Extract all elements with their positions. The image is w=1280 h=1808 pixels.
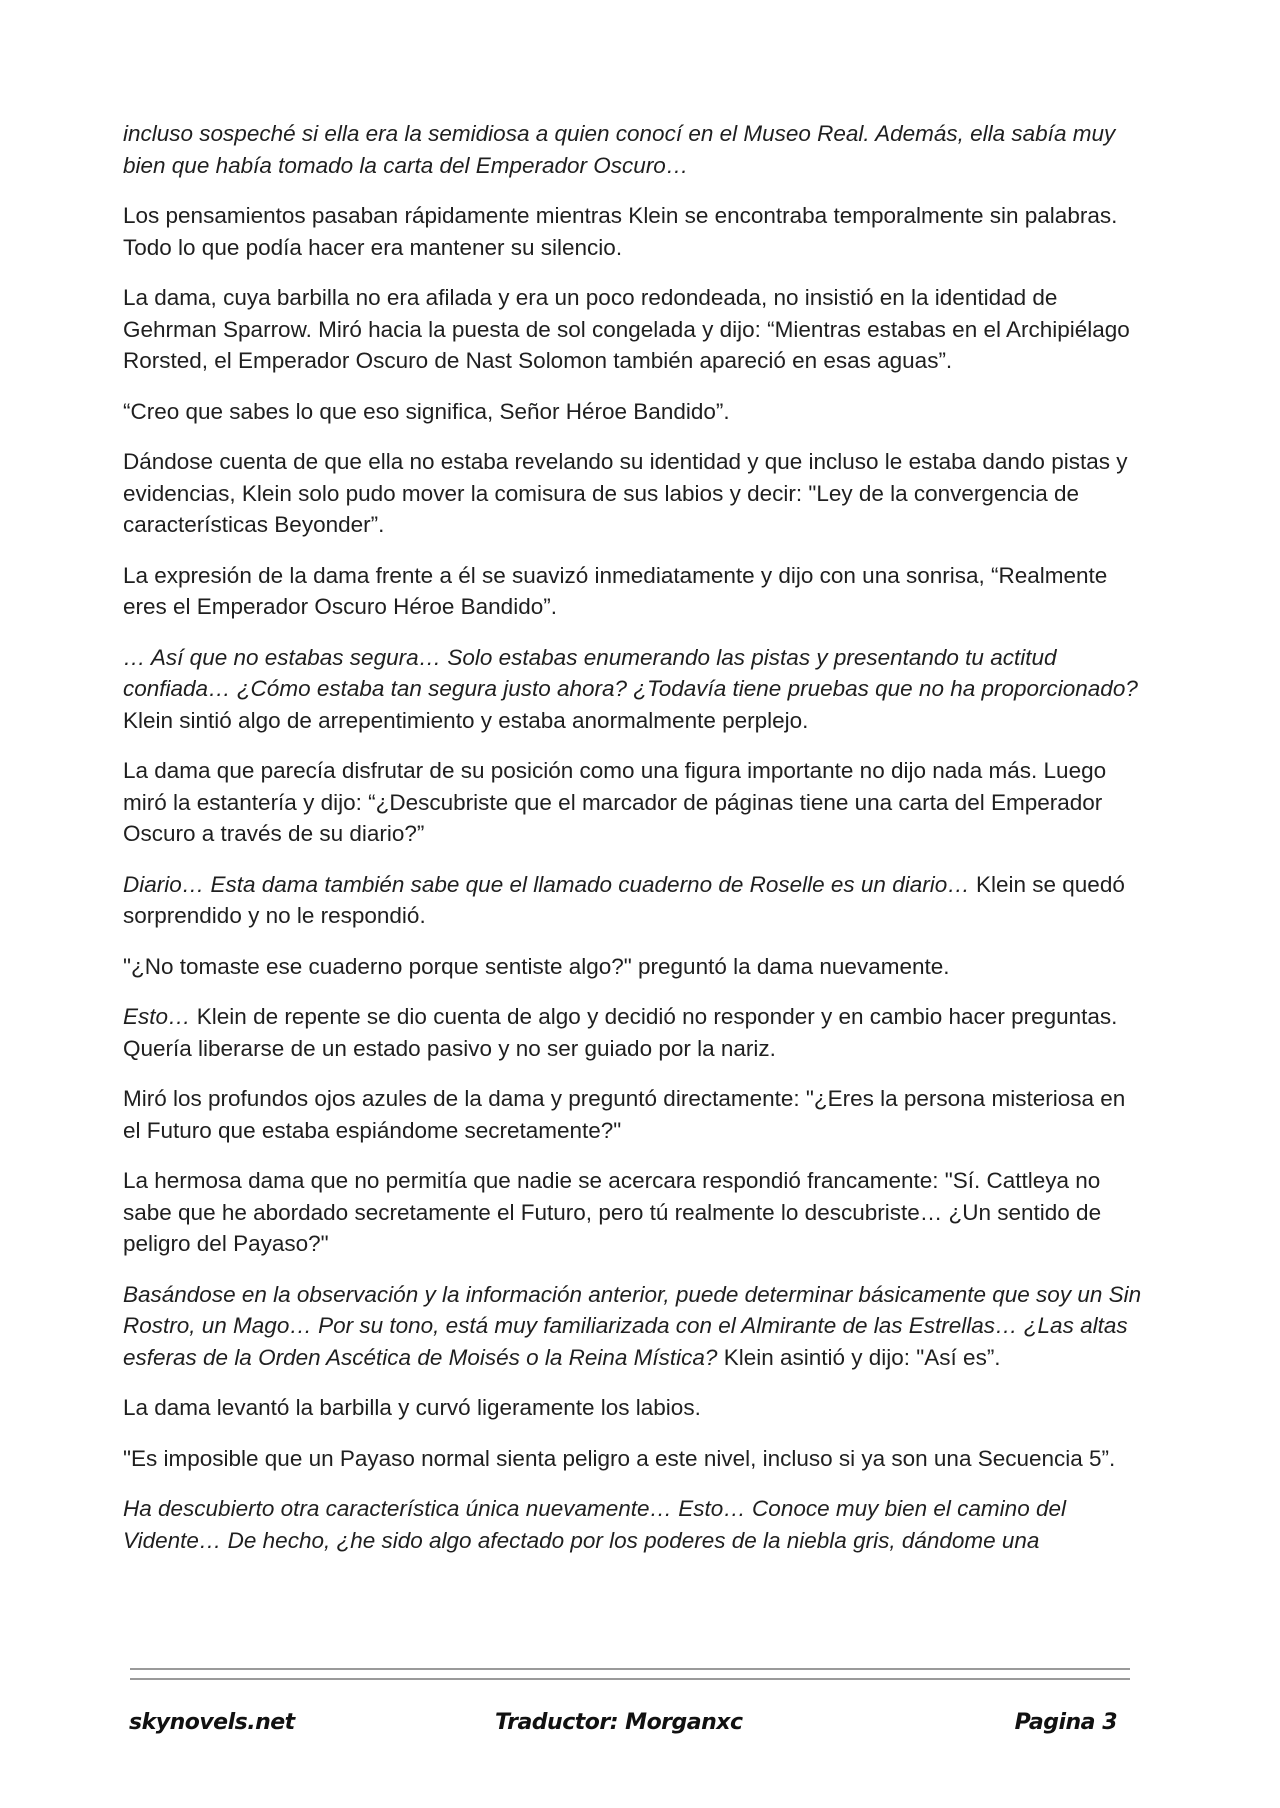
text: La hermosa dama que no permitía que nadie se acercara respondió francamente: "Sí. Cattleya no sabe que he abordado secretamente el Futuro, pero tú realmente lo descubriste… ¿Un sentido de peligro del Payaso?" (123, 1168, 1102, 1256)
paragraph (123, 1001, 1143, 1064)
paragraph (123, 1083, 1143, 1146)
italic-text: Ha descubierto otra característica única nuevamente… Esto… Conoce muy bien el camino del Vidente… De hecho, ¿he sido algo afectado por los poderes de la niebla gris, dándome una (123, 1496, 1066, 1553)
paragraph (123, 446, 1143, 541)
italic-text: incluso sospeché si ella era la semidiosa a quien conocí en el Museo Real. Además, ella sabía muy bien que había tomado la carta del Emperador Oscuro… (123, 121, 1116, 178)
text: La dama, cuya barbilla no era afilada y era un poco redondeada, no insistió en la identidad de Gehrman Sparrow. Miró hacia la puesta de sol congelada y dijo: “Mientras estabas en el Archipiélago Rorsted, el Emperador Oscuro de Nast Solomon también apareció en esas aguas”. (123, 285, 1130, 373)
text: “Creo que sabes lo que eso significa, Señor Héroe Bandido”. (123, 398, 730, 424)
text: Klein sintió algo de arrepentimiento y estaba anormalmente perplejo. (123, 707, 809, 733)
text: La expresión de la dama frente a él se suavizó inmediatamente y dijo con una sonrisa, “Realmente eres el Emperador Oscuro Héroe Bandido”. (123, 562, 1108, 619)
text: Klein de repente se dio cuenta de algo y decidió no responder y en cambio hacer preguntas. Quería liberarse de un estado pasivo y no ser guiado por la nariz. (123, 1004, 1118, 1061)
footer-site: skynovels.net (129, 1710, 295, 1735)
paragraph (123, 1443, 1143, 1475)
paragraph (123, 560, 1143, 623)
footer-translator: Traductor: Morganxc (495, 1710, 743, 1735)
paragraph (123, 1165, 1143, 1260)
paragraph (123, 282, 1143, 377)
italic-text: … Así que no estabas segura… Solo estabas enumerando las pistas y presentando tu actitud confiada… ¿Cómo estaba tan segura justo ahora? ¿Todavía tiene pruebas que no ha proporcionado? (123, 644, 1138, 701)
text: "Es imposible que un Payaso normal sienta peligro a este nivel, incluso si ya son una Secuencia 5”. (123, 1445, 1116, 1471)
italic-text: Esto… (123, 1004, 191, 1029)
paragraph (123, 1493, 1143, 1556)
footer-page-number: Pagina 3 (1014, 1710, 1117, 1735)
text: Los pensamientos pasaban rápidamente mientras Klein se encontraba temporalmente sin palabras. Todo lo que podía hacer era mantener su silencio. (123, 203, 1118, 260)
document-body (123, 118, 1143, 1575)
footer-rule-bottom (130, 1678, 1130, 1680)
text: La dama que parecía disfrutar de su posición como una figura importante no dijo nada más. Luego miró la estantería y dijo: “¿Descubriste que el marcador de páginas tiene una carta del Emperador Oscuro a través de su diario?” (123, 758, 1107, 846)
paragraph (123, 396, 1143, 428)
text: "¿No tomaste ese cuaderno porque sentiste algo?" preguntó la dama nuevamente. (123, 953, 950, 979)
paragraph (123, 755, 1143, 850)
paragraph (123, 118, 1143, 181)
text: Dándose cuenta de que ella no estaba revelando su identidad y que incluso le estaba dando pistas y evidencias, Klein solo pudo mover la comisura de sus labios y decir: "Ley de la convergencia de características Beyonder”. (123, 449, 1128, 537)
paragraph (123, 200, 1143, 263)
italic-text: Diario… Esta dama también sabe que el llamado cuaderno de Roselle es un diario… (123, 871, 970, 897)
footer-rule-top (130, 1668, 1130, 1670)
text: Miró los profundos ojos azules de la dama y preguntó directamente: "¿Eres la persona misteriosa en el Futuro que estaba espiándome secretamente?" (123, 1086, 1126, 1143)
text: Klein asintió y dijo: "Así es”. (717, 1344, 1001, 1370)
paragraph (123, 1392, 1143, 1424)
paragraph (123, 869, 1143, 932)
text: Klein se quedó sorprendido y no le respondió. (123, 871, 1125, 928)
paragraph (123, 642, 1143, 737)
paragraph (123, 951, 1143, 983)
italic-text: Basándose en la observación y la información anterior, puede determinar básicamente que soy un Sin Rostro, un Mago… Por su tono, está muy familiarizada con el Almirante de las Estrellas… ¿Las altas esferas de la Orden Ascética de Moisés o la Reina Mística? (123, 1281, 1142, 1370)
text: La dama levantó la barbilla y curvó ligeramente los labios. (123, 1395, 701, 1420)
paragraph (123, 1279, 1143, 1374)
